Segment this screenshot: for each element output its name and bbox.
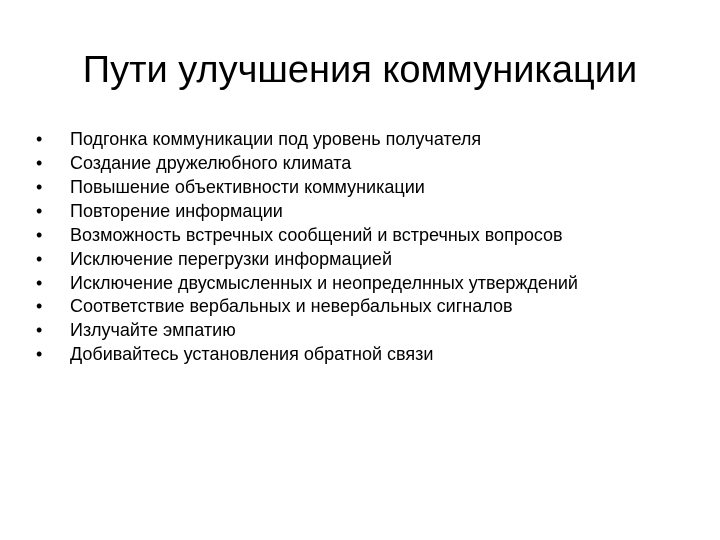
list-item-text: Повторение информации <box>70 201 283 221</box>
bullet-icon: • <box>36 344 43 364</box>
list-item-text: Повышение объективности коммуникации <box>70 177 425 197</box>
bullet-icon: • <box>36 296 43 316</box>
list-item-text: Возможность встречных сообщений и встречных вопросов <box>70 225 563 245</box>
list-item <box>36 272 630 292</box>
bullet-icon: • <box>36 177 43 197</box>
bullet-icon: • <box>36 129 43 149</box>
list-item <box>36 200 696 222</box>
list-item <box>36 224 696 246</box>
list-item <box>36 248 696 270</box>
bullet-icon: • <box>36 153 43 173</box>
bullet-list <box>36 128 696 367</box>
list-item <box>36 176 696 198</box>
list-item <box>36 319 696 341</box>
list-item <box>36 343 696 365</box>
list-item-text: Исключение перегрузки информацией <box>70 249 392 269</box>
list-item <box>36 152 696 174</box>
slide-title: Пути улучшения коммуникации <box>82 49 638 91</box>
list-item <box>36 295 696 317</box>
bullet-icon: • <box>36 201 43 221</box>
list-item-text: Добивайтесь установления обратной связи <box>70 344 434 364</box>
list-item-text: Исключение двусмысленных и неопределнных утверждений <box>70 273 578 293</box>
bullet-icon: • <box>36 320 43 340</box>
bullet-icon: • <box>36 273 43 293</box>
list-item-text: Подгонка коммуникации под уровень получателя <box>70 129 482 149</box>
bullet-icon: • <box>36 225 43 245</box>
list-item-text: Создание дружелюбного климата <box>70 153 352 173</box>
bullet-icon: • <box>36 249 43 269</box>
list-item <box>36 128 696 150</box>
list-item-text: Излучайте эмпатию <box>70 320 236 340</box>
list-item-text: Соответствие вербальных и невербальных сигналов <box>70 296 513 316</box>
